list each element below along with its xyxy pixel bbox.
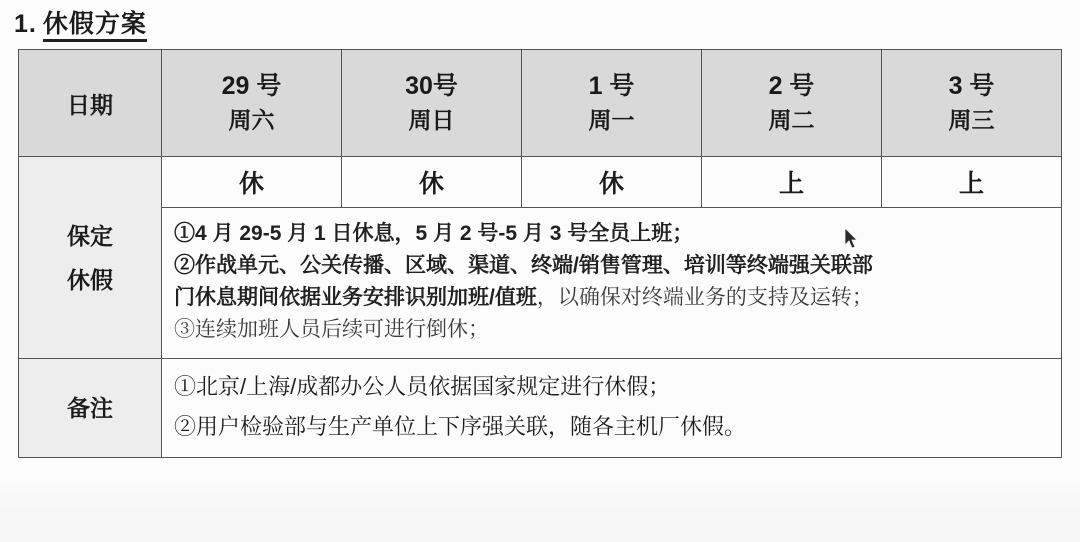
header-col-1 <box>342 50 522 157</box>
status-col-2: 休 <box>522 157 702 208</box>
note-line-1: ①4 月 29-5 月 1 日休息，5 月 2 号-5 月 3 号全员上班； <box>174 222 694 245</box>
note-line-4-normal: ③连续加班人员后续可进行倒休； <box>174 318 489 341</box>
status-col-4: 上 <box>882 157 1062 208</box>
header-col-3-weekday: 周二 <box>768 107 815 133</box>
note-line-4 <box>174 314 1049 346</box>
page-title <box>14 4 147 40</box>
baoding-notes-cell <box>162 208 1062 359</box>
status-col-0: 休 <box>162 157 342 208</box>
status-col-1: 休 <box>342 157 522 208</box>
header-col-4-date: 3 号 <box>948 72 995 100</box>
remark-line-1: ①北京/上海/成都办公人员依据国家规定进行休假； <box>174 374 671 399</box>
header-col-1-weekday: 周日 <box>408 107 455 133</box>
status-col-3: 上 <box>702 157 882 208</box>
holiday-schedule-table <box>18 49 1062 458</box>
row-label-line1: 保定 <box>67 222 113 249</box>
page-title-text: 休假方案 <box>43 10 147 42</box>
page-bottom-glare <box>0 470 1080 542</box>
header-date-label: 日期 <box>19 50 162 157</box>
header-col-4 <box>882 50 1062 157</box>
header-col-4-weekday: 周三 <box>948 107 995 133</box>
remarks-cell <box>162 359 1062 458</box>
header-col-1-date: 30号 <box>405 72 458 100</box>
table-header-row <box>19 50 1062 157</box>
table-notes-row <box>19 208 1062 359</box>
header-col-3-date: 2 号 <box>768 72 815 100</box>
header-col-0-date: 29 号 <box>221 72 282 100</box>
row-label-line2: 休假 <box>67 266 113 293</box>
header-col-0-weekday: 周六 <box>228 107 275 133</box>
row-label-remarks: 备注 <box>19 359 162 458</box>
header-col-0 <box>162 50 342 157</box>
header-col-3 <box>702 50 882 157</box>
header-col-2-date: 1 号 <box>588 72 635 100</box>
note-line-3-bold: 门休息期间依据业务安排识别加班/值班 <box>174 286 537 309</box>
header-col-2 <box>522 50 702 157</box>
note-line-2: ②作战单元、公关传播、区域、渠道、终端/销售管理、培训等终端强关联部 <box>174 254 873 277</box>
header-col-2-weekday: 周一 <box>588 107 635 133</box>
row-label-baoding-holiday <box>19 157 162 359</box>
table-status-row <box>19 157 1062 208</box>
remark-line-2: ②用户检验部与生产单位上下序强关联，随各主机厂休假。 <box>174 414 747 439</box>
note-line-3-normal: ，以确保对终端业务的支持及运转； <box>536 286 873 309</box>
note-line-3 <box>174 282 1049 314</box>
table-remarks-row <box>19 359 1062 458</box>
page-title-number: 1. <box>14 10 37 38</box>
